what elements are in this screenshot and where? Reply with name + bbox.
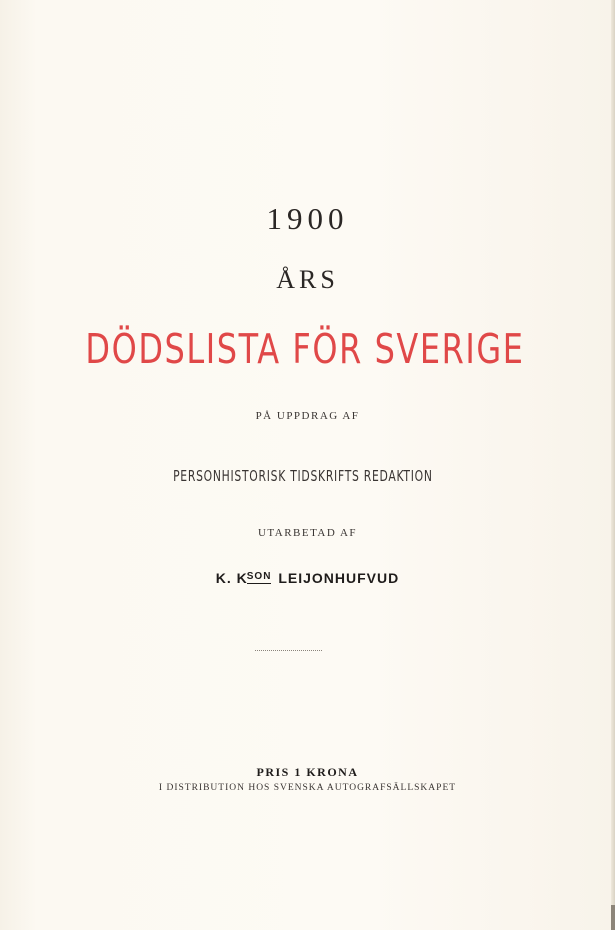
prepared-by-line: UTARBETAD AF [257, 527, 358, 539]
page-edge-mark [611, 905, 615, 930]
author-initial: K. K [215, 570, 248, 586]
distribution-line: I DISTRIBUTION HOS SVENSKA AUTOGRAFSÄLLSKAPET [158, 783, 457, 793]
author-superscript: SON [246, 571, 272, 582]
author-surname: LEIJONHUFVUD [278, 570, 400, 586]
commission-line: PÅ UPPDRAG AF [255, 410, 360, 422]
price-line: PRIS 1 KRONA [256, 765, 359, 779]
author-name [0, 570, 615, 586]
ars-heading: ÅRS [276, 265, 339, 294]
divider-rule [255, 650, 322, 651]
year-heading: 1900 [266, 201, 349, 236]
editorial-line: PERSONHISTORISK TIDSKRIFTS REDAKTION [173, 467, 433, 485]
main-title: DÖDSLISTA FÖR SVERIGE [85, 325, 525, 373]
